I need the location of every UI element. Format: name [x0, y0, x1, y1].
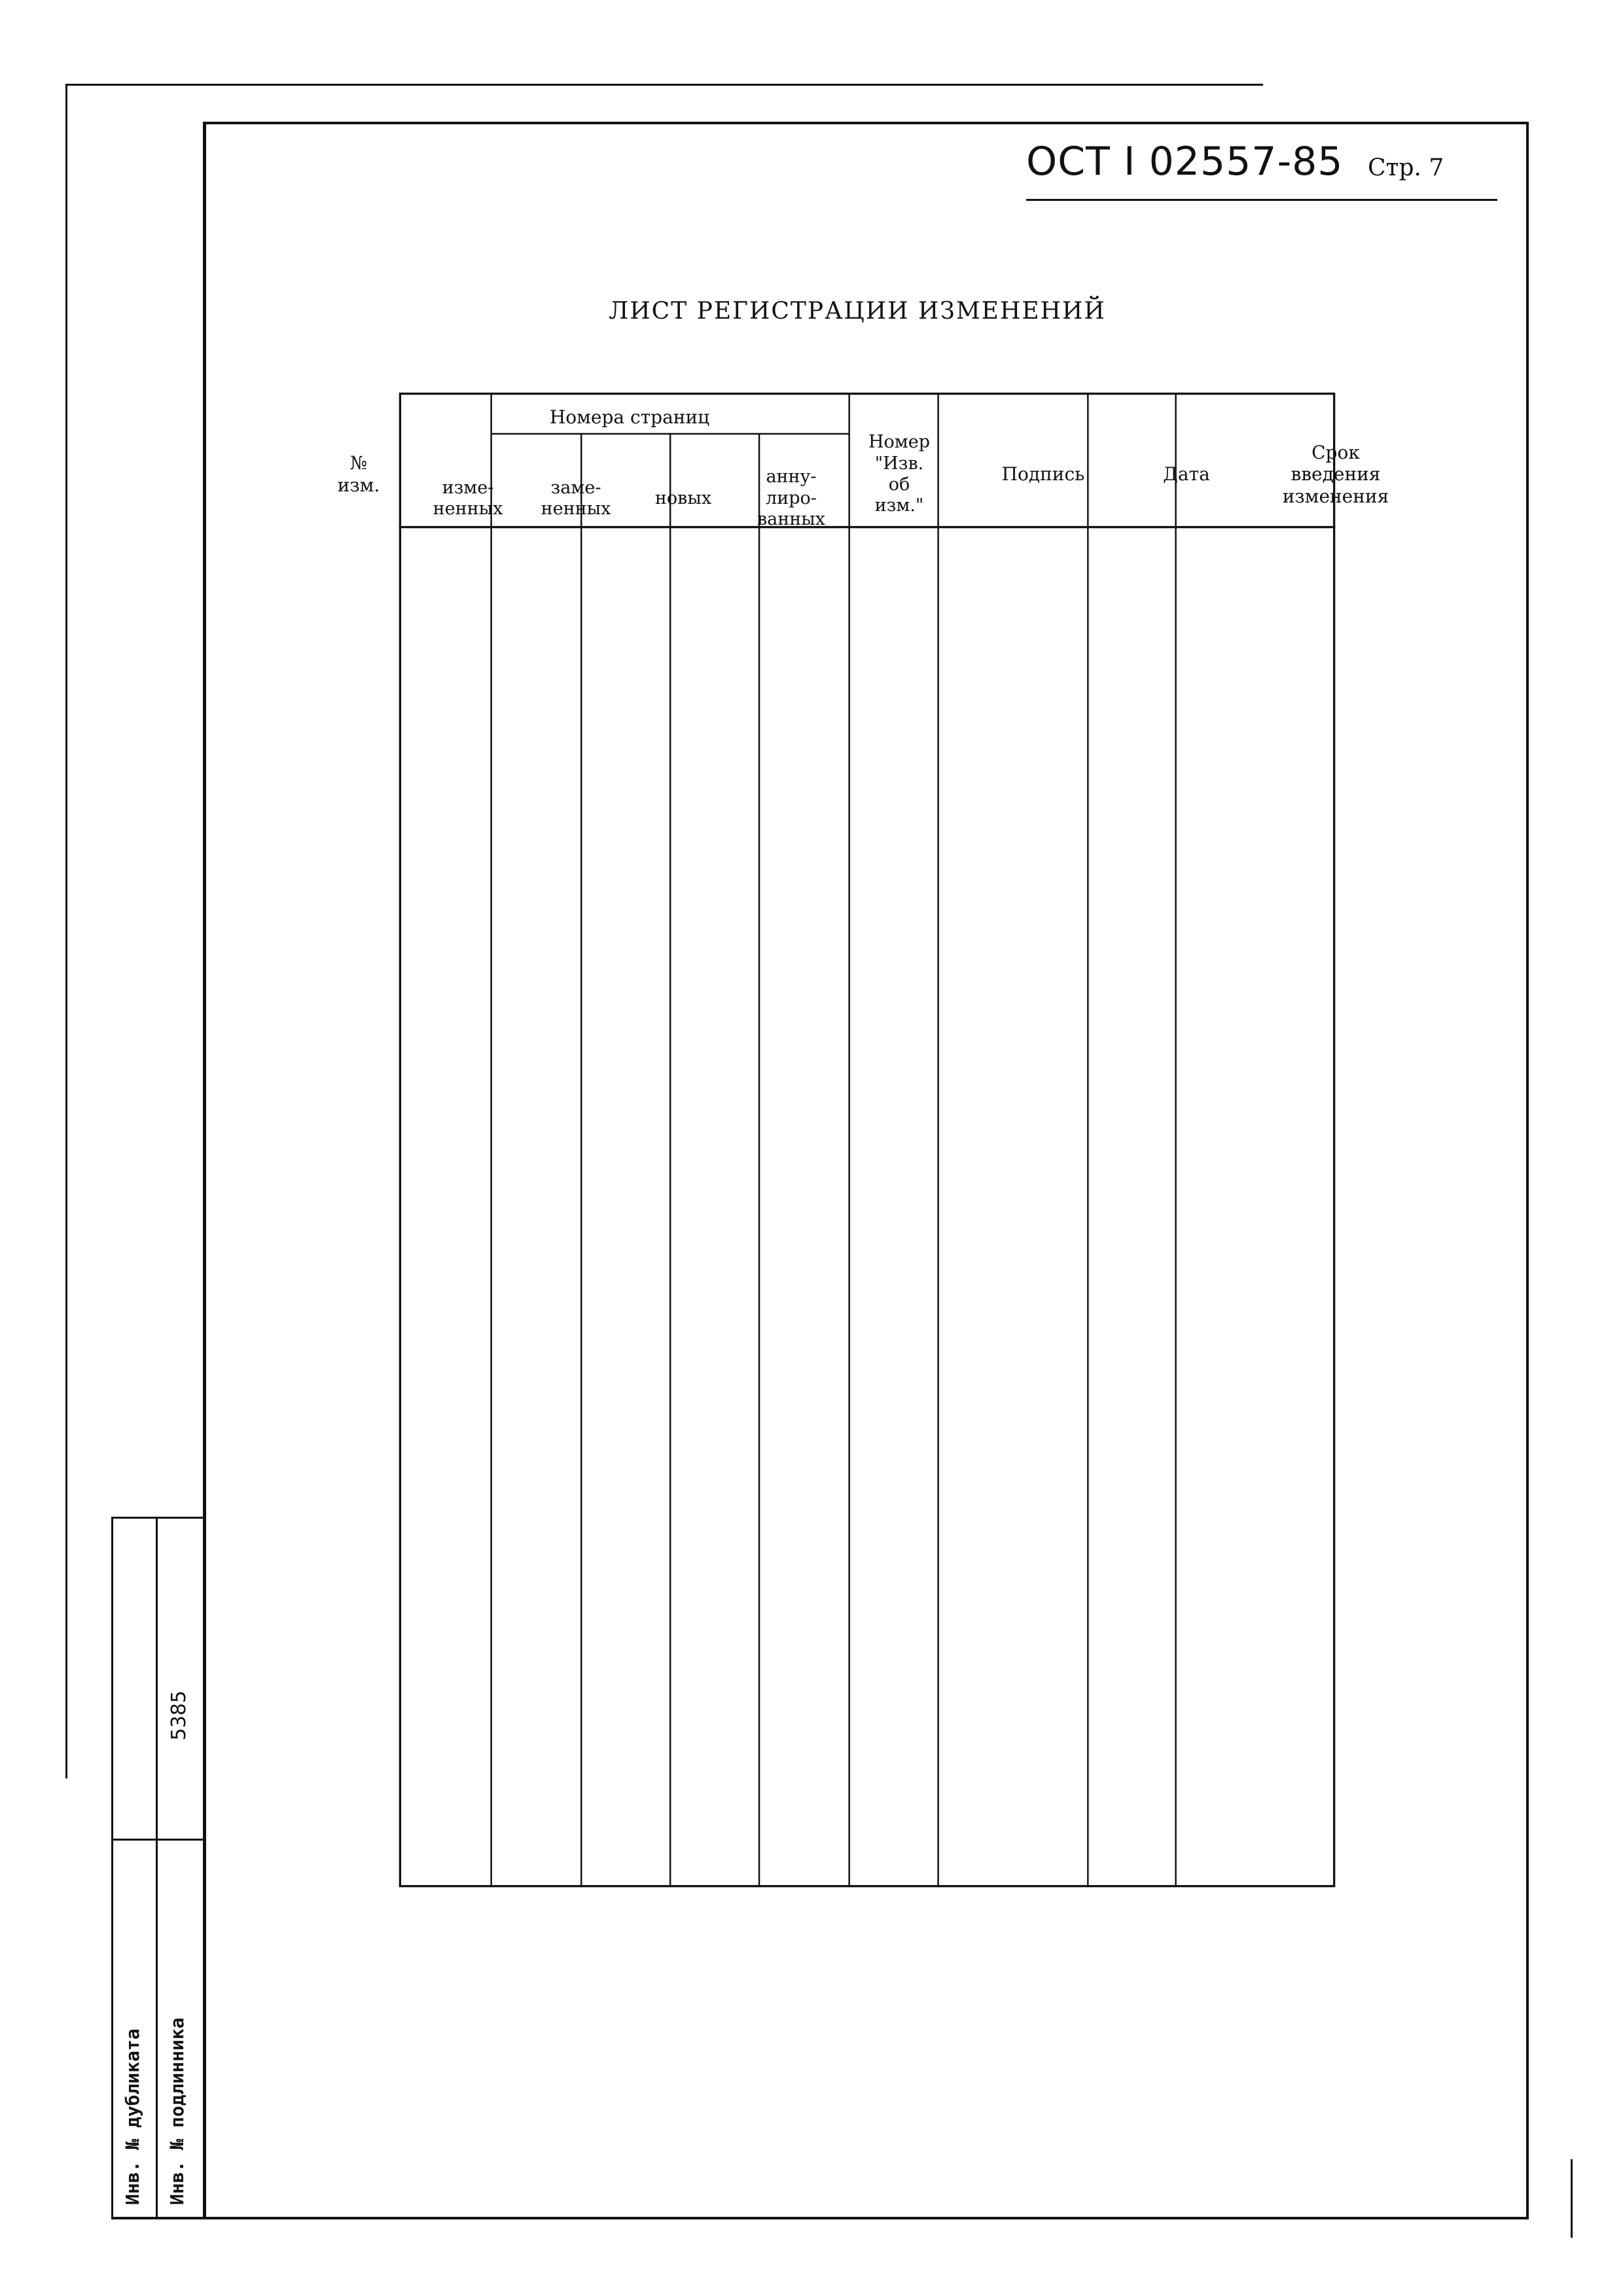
header-col-new: новых — [654, 487, 712, 508]
document-code: ОСТ I 02557-85 — [1026, 139, 1344, 185]
header-col-date: Дата — [1163, 463, 1210, 486]
stamp-box-left — [111, 1517, 113, 2218]
table-border — [400, 394, 1334, 1886]
header-col-replaced: заме- ненных — [541, 477, 611, 519]
inner-frame-top — [204, 122, 1526, 124]
page-number: Стр. 7 — [1368, 154, 1444, 181]
stamp-box-mid-rule — [111, 1839, 204, 1841]
header-group-pages: Номера страниц — [549, 406, 710, 429]
stamp-box-divider — [156, 1517, 158, 2218]
registration-table — [302, 393, 1432, 2199]
duplicate-inventory-label: Инв. № дубликата — [122, 2028, 143, 2205]
document-code-underline — [1026, 199, 1497, 201]
header-col-term: Срок введения изменения — [1282, 441, 1389, 507]
inner-frame-right — [1526, 122, 1529, 2219]
original-inventory-number: 5385 — [168, 1690, 190, 1740]
header-col-num: № изм. — [337, 452, 380, 496]
header-col-changed: изме- ненных — [433, 477, 503, 519]
page-title: ЛИСТ РЕГИСТРАЦИИ ИЗМЕНЕНИЙ — [609, 298, 1106, 325]
header-col-signature: Подпись — [1001, 463, 1085, 486]
outer-frame-left — [65, 84, 67, 1778]
outer-frame-top — [65, 84, 1263, 86]
inner-frame-bottom — [111, 2217, 1529, 2219]
stamp-box-top — [111, 1517, 204, 1519]
scan-edge-right — [1571, 2159, 1573, 2238]
header-col-notice: Номер "Изв. об изм." — [868, 432, 931, 516]
header-col-annulled: анну- лиро- ванных — [757, 467, 825, 530]
inner-frame-left — [203, 122, 206, 2219]
original-inventory-label: Инв. № подлинника — [166, 2017, 188, 2205]
